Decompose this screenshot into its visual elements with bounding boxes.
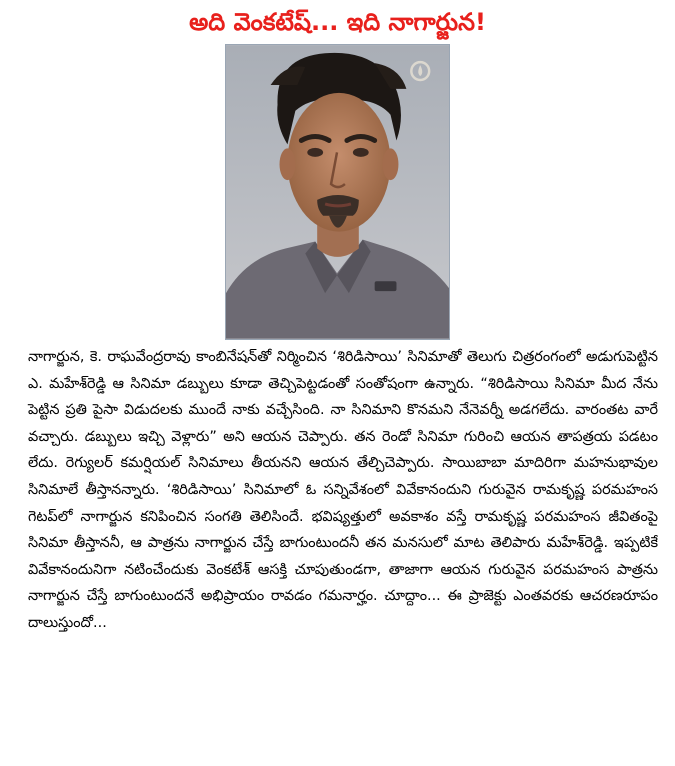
article-body: నాగార్జున, కె. రాఘవేంద్రరావు కాంబినేషన్‌తో నిర్మించిన ‘శిరిడిసాయి’ సినిమాతో తెలుగు చిత్రరంగంలో అడుగుపెట్టిన ఎ. మహేశ్‌రెడ్డి ఆ సినిమా డబ్బులు కూడా తెచ్చిపెట్టడంతో సంతోషంగా ఉన్నారు. “శిరిడిసాయి సినిమా మీద నేను పెట్టిన ప్రతి పైసా విడుదలకు ముందే నాకు వచ్చేసింది. నా సినిమాని కొనమని నేనెవర్నీ అడగలేదు. వారంతట వారే వచ్చారు. డబ్బులు ఇచ్చి వెళ్లారు” అని ఆయన చెప్పారు. తన రెండో సినిమా గురించి ఆయన తాపత్రయ పడటం లేదు. రెగ్యులర్ కమర్షియల్ సినిమాలు తీయనని ఆయన తేల్చిచెప్పారు. సాయిబాబా మాదిరిగా మహనుభావుల సినిమాలే తీస్తానన్నారు. ‘శిరిడిసాయి’ సినిమాలో ఓ సన్నివేశంలో వివేకానందుని గురువైన రామకృష్ణ పరమహంస గెటప్‌లో నాగార్జున కనిపించిన సంగతి తెలిసిందే. భవిష్యత్తులో అవకాశం వస్తే రామకృష్ణ పరమహంస జీవితంపై సినిమా తీస్తాననీ, ఆ పాత్రను నాగార్జున చేస్తే బాగుంటుందనీ తన మనసులో మాట తెలిపారు మహేశ్‌రెడ్డి. ఇప్పటికే వివేకానందునిగా నటించేందుకు వెంకటేశ్ ఆసక్తి చూపుతుండగా, తాజాగా ఆయన గురువైన పరమహంస పాత్రను నాగార్జున చేస్తే బాగుంటుందనే అభిప్రాయం రావడం గమనార్హం. చూద్దాం... ఈ ప్రాజెక్టు ఎంతవరకు ఆచరణరూపం దాలుస్తుందో... [28, 349, 658, 631]
headline: అది వెంకటేష్... ఇది నాగార్జున! [189, 8, 486, 36]
article-photo [225, 44, 450, 340]
person-photo-icon [226, 45, 449, 339]
